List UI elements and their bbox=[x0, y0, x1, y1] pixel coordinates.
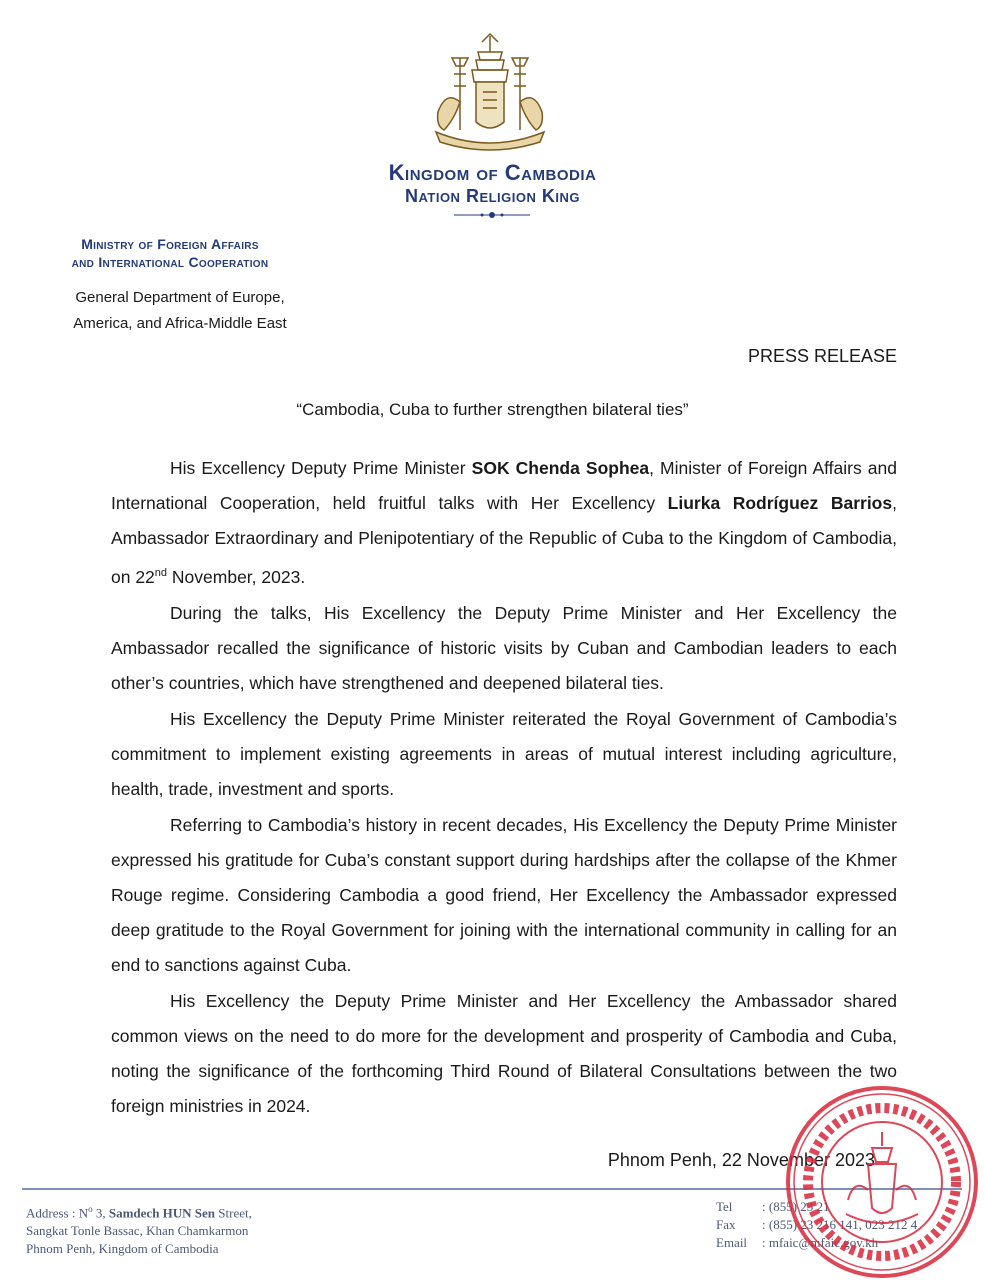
ministry-name-line2: and International Cooperation bbox=[71, 254, 269, 270]
place-and-date: Phnom Penh, 22 November 2023 bbox=[607, 1150, 875, 1170]
footer-address bbox=[26, 1200, 252, 1258]
press-release-body bbox=[111, 451, 897, 1125]
paragraph-2: During the talks, His Excellency the Deputy Prime Minister and Her Excellency the Ambassador recalled the significance of historic visits by Cuban and Cambodian leaders to each other’s countries, which have strengthened and deepened bilateral ties. bbox=[111, 602, 897, 693]
minister-name: SOK Chenda Sophea bbox=[471, 458, 650, 478]
department-line1: General Department of Europe, bbox=[75, 289, 285, 306]
paragraph-4: Referring to Cambodia’s history in recent decades, His Excellency the Deputy Prime Minister expressed his gratitude for Cuba’s constant support during hardships after the collapse of the Khmer Rouge regime. Considering Cambodia a good friend, Her Excellency the Ambassador expressed deep gratitude to the Royal Government for joining with the international community in calling for an end to sanctions against Cuba. bbox=[111, 814, 897, 975]
address-line2: Sangkat Tonle Bassac, Khan Chamkarmon bbox=[26, 1223, 249, 1239]
kingdom-title: Kingdom of Cambodia bbox=[388, 160, 597, 185]
document-type: PRESS RELEASE bbox=[747, 346, 897, 366]
address-line3: Phnom Penh, Kingdom of Cambodia bbox=[26, 1241, 219, 1257]
paragraph-3: His Excellency the Deputy Prime Minister reiterated the Royal Government of Cambodia’s commitment to implement existing agreements in areas of mutual interest including agriculture, health, trade, investment and sports. bbox=[111, 708, 897, 799]
official-seal-stamp-icon bbox=[782, 1082, 982, 1282]
ministry-name-line1: Ministry of Foreign Affairs bbox=[81, 236, 259, 252]
ornamental-divider bbox=[452, 210, 532, 220]
national-motto: Nation Religion King bbox=[404, 186, 581, 206]
contact-tel: Tel : (855) 23 21 bbox=[716, 1199, 830, 1214]
address-line1: Address : $N^o$ 3, Samdech HUN Sen Street, bbox=[26, 1204, 252, 1221]
department-line2: America, and Africa-Middle East bbox=[73, 315, 287, 332]
headline: “Cambodia, Cuba to further strengthen bilateral ties” bbox=[296, 400, 689, 419]
paragraph-1: His Excellency Deputy Prime Minister SOK Chenda Sophea, Minister of Foreign Affairs and International Cooperation, held fruitful talks with Her Excellency Liurka Rodríguez Barrios, Ambassador Extraordinary and Plenipotentiary of the Republic of Cuba to the Kingdom of Cambodia, on 22nd November, 2023. bbox=[111, 458, 898, 587]
royal-coat-of-arms-icon bbox=[420, 30, 560, 160]
contact-fax: Fax : (855) 23 216 141, 023 212 4 bbox=[716, 1217, 918, 1232]
ambassador-name: Liurka Rodríguez Barrios bbox=[667, 493, 893, 513]
contact-email[interactable]: Email : mfaic@mfaic.gov.kh bbox=[716, 1235, 879, 1250]
paragraph-5: His Excellency the Deputy Prime Minister and Her Excellency the Ambassador shared common views on the need to do more for the development and prosperity of Cambodia and Cuba, noting the significance of the forthcoming Third Round of Bilateral Consultations between the two foreign ministries in 2024. bbox=[111, 990, 897, 1116]
